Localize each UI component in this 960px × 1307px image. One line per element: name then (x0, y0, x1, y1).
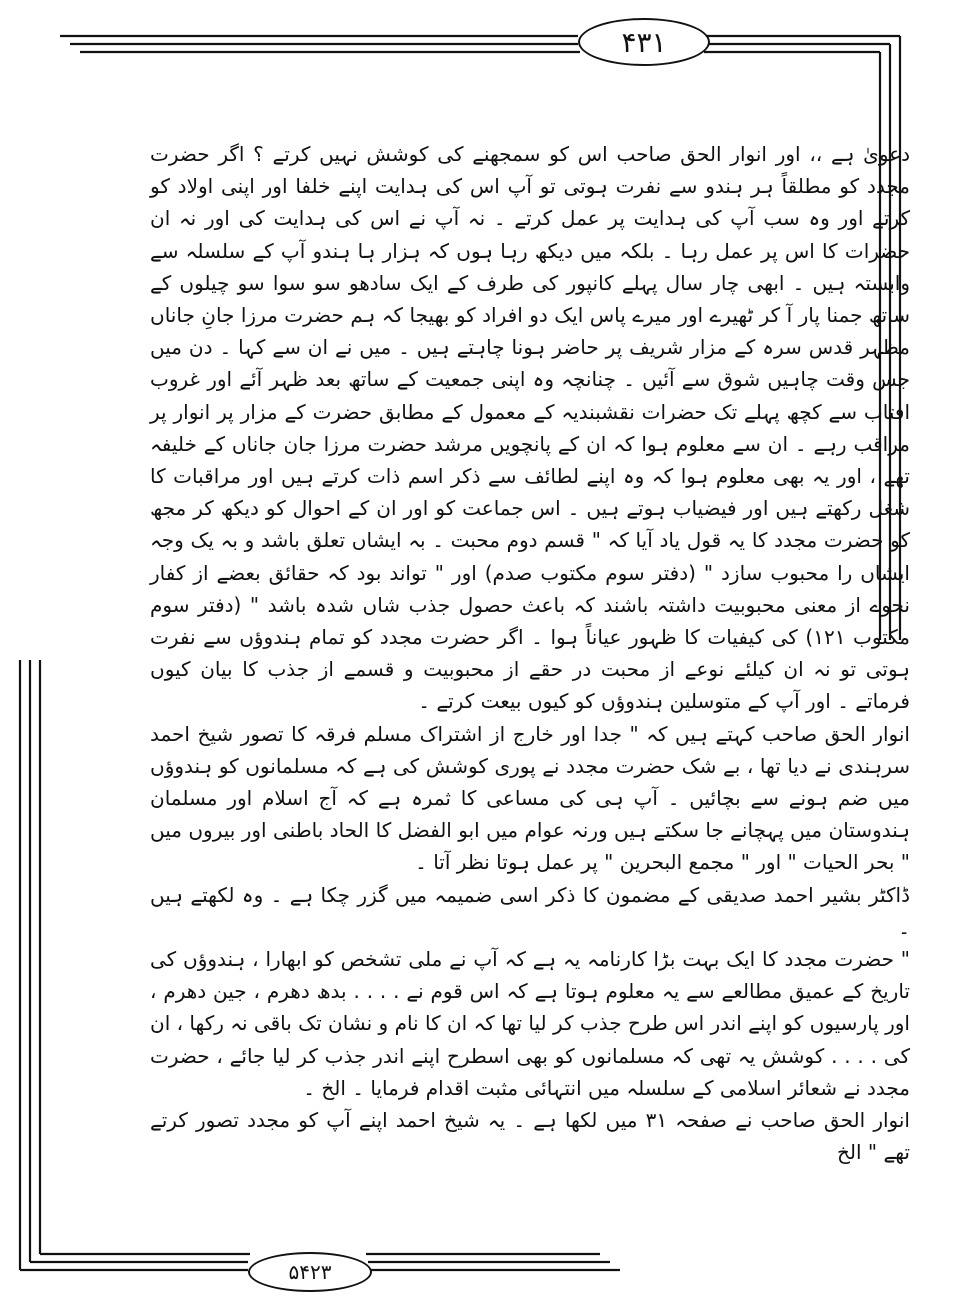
paragraph-5: انوار الحق صاحب نے صفحہ ۳۱ میں لکھا ہے ۔ یہ شیخ احمد اپنے آپ کو مجدد تصور کرتے تھے " الخ (150, 1108, 910, 1165)
page-body (150, 138, 910, 1169)
page-number-top: ۴۳۱ (578, 18, 710, 66)
paragraph-1: دعویٰ ہے ،، اور انوار الحق صاحب اس کو سمجھنے کی کوشش نہیں کرتے ؟ اگر حضرت مجدد کو مطلقاً ہر ہندو سے نفرت ہوتی تو آپ اس کی ہدایت اپنے خلفا اور اپنی اولاد کو کرتے اور وہ سب آپ کی ہدایت پر عمل کرتے ۔ نہ آپ نے اس کی ہدایت کی اور نہ ان حضرات کا اس پر عمل رہا ۔ بلکہ میں دیکھ رہا ہوں کہ ہزار ہا ہندو آپ کے سلسلہ سے وابستہ ہیں ۔ ابھی چار سال پہلے کانپور کی طرف کے ایک سادھو سو سوا سو چیلوں کے ساتھ جمنا پار آ کر ٹھیرے اور میرے پاس ایک دو افراد کو بھیجا کہ ہم حضرت مرزا جانِ جاناں مظہر قدس سرہ کے مزار شریف پر حاضر ہونا چاہتے ہیں ۔ میں نے ان سے کہا ۔ دن میں جس وقت چاہیں شوق سے آئیں ۔ چنانچہ وہ اپنی جمعیت کے ساتھ بعد ظہر آئے اور غروب افتاب سے کچھ پہلے تک حضرات نقشبندیہ کے معمول کے مطابق حضرت کے مزار پر انوار پر مراقب رہے ۔ ان سے معلوم ہوا کہ ان کے پانچویں مرشد حضرت مرزا جان جاناں کے خلیفہ تھے ، اور یہ بھی معلوم ہوا کہ وہ اپنے لطائف سے ذکر اسم ذات کرتے ہیں اور مراقبات کا شغل رکھتے ہیں اور فیضیاب ہوتے ہیں ۔ اس جماعت کو اور ان کے احوال کو دیکھ کر مجھ کو حضرت مجدد کا یہ قول یاد آیا کہ " قسم دوم محبت ۔ بہ ایشاں تعلق باشد و بہ یک وجہ ایشاں را محبوب سازد " (دفتر سوم مکتوب صدم) اور " تواند بود کہ حقائق بعضے از کفار نحوے از معنی محبوبیت داشتہ باشند کہ باعث حصول جذب شاں شدہ باشد " (دفتر سوم مکتوب ۱۲۱) کی کیفیات کا ظہور عیاناً ہوا ۔ اگر حضرت مجدد کو تمام ہندوؤں سے نفرت ہوتی تو نہ ان کیلئے نوعے از محبت در حقے از محبوبیت و قسمے از جذب کا بیان کیوں فرماتے ۔ اور آپ کے متوسلین ہندوؤں کو کیوں بیعت کرتے ۔ (150, 142, 910, 714)
paragraph-4: " حضرت مجدد کا ایک بہت بڑا کارنامہ یہ ہے کہ آپ نے ملی تشخص کو ابھارا ، ہندوؤں کی تاریخ کے عمیق مطالعے سے یہ معلوم ہوتا ہے کہ اس قوم نے . . . . بدھ دھرم ، جین دھرم ، اور پارسیوں کو اپنے اندر اس طرح جذب کر لیا تھا کہ ان کا نام و نشان تک باقی نہ رکھا ، ان کی . . . . کوشش یہ تھی کہ مسلمانوں کو بھی اسطرح اپنے اندر جذب کر لیا جائے ، حضرت مجدد نے شعائر اسلامی کے سلسلہ میں انتہائی مثبت اقدام فرمایا ۔ الخ ۔ (150, 947, 910, 1100)
paragraph-2: انوار الحق صاحب کہتے ہیں کہ " جدا اور خارج از اشتراک مسلم فرقہ کا تصور شیخ احمد سرہندی نے دیا تھا ، بے شک حضرت مجدد نے پوری کوشش کی ہے کہ مسلمانوں کو ہندوؤں میں ضم ہونے سے بچائیں ۔ آپ ہی کی مساعی کا ثمرہ ہے کہ آج اسلام اور مسلمان ہندوستان میں پہچانے جا سکتے ہیں ورنہ عوام میں ابو الفضل کا الحاد باطنی اور بیروں میں " بحر الحیات " اور " مجمع البحرین " پر عمل ہوتا نظر آتا ۔ (150, 721, 910, 875)
paragraph-3: ڈاکٹر بشیر احمد صدیقی کے مضمون کا ذکر اسی ضمیمہ میں گزر چکا ہے ۔ وہ لکھتے ہیں ۔ (150, 882, 910, 939)
page-number-bottom: ۵۴۲۳ (248, 1252, 372, 1292)
